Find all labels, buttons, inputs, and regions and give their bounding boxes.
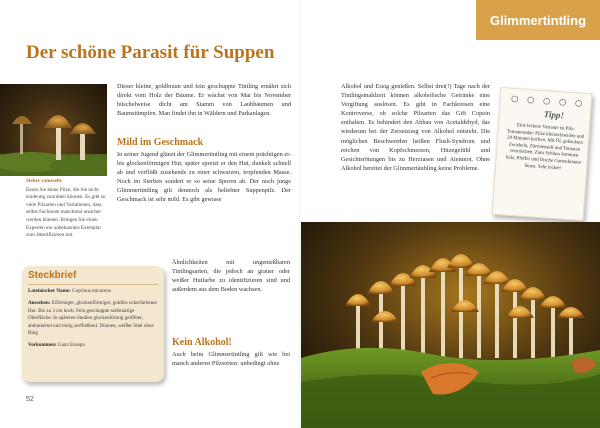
binder-holes-icon	[509, 95, 585, 108]
page-title: Der schöne Parasit für Suppen	[26, 42, 275, 63]
photo-caption	[26, 178, 106, 240]
steckbrief-body	[28, 288, 158, 355]
steckbrief-item	[28, 300, 158, 337]
steckbrief-divider	[28, 284, 158, 285]
intro-paragraph: Dieser kleine, goldbraun und fein geschuppte Tintling ernährt sich direkt vom Holz der Bäume. Er wächst von Mai bis November büschelweise dicht am Stamm von Laubbäumen und Baumstümpfen. Man findet ihn in Wäldern und Parkanlagen.	[117, 83, 291, 118]
mild-paragraph-continued: Ähnlichkeiten mit ungenießbaren Tintlingsarten, die jedoch an grauer oder weißer Hutfarbe zu identifizieren sind und außerdem aus dem Boden wachsen.	[172, 259, 290, 294]
mushroom-photo-small	[0, 84, 107, 176]
mushroom-photo-large	[301, 222, 600, 428]
subheading-no-alcohol: Kein Alkohol!	[172, 337, 232, 348]
right-column-paragraph: Alkohol und Essig genießen. Selbst drei(!) Tage nach der Tintlingsmahlzeit können alkoholische Getränke eine Vergiftung auslösen. Es gibt in Fachkreisen eine Kontroverse, ob solche Pilzarten das Gift Copein enthalten. Es behindert den Abbau von Acetaldehyd, das wiederum bei der Zersetzung von Alkohol entsteht. Die möglichen Beschwerden heißen Flush-Syndrom und reichen von Kopfschmerzen, Hitzegefühl und Gesichtsrötungen bis zu Herzrasen und Atemnot. Ohne Alkohol bereitet der Glimmertäubling keine Probleme.	[341, 83, 490, 172]
tip-card	[492, 87, 593, 221]
caption-text: Essen Sie keine Pilze, die Sie nicht eindeutig zuordnen können. Es gibt so viele Pilzarten und Variationen, dass selbst Fachleute manchmal unsicher werden können. Bringen Sie einen Experten ein unbekanntes Exemplar zum Identifizieren mit.	[26, 186, 106, 239]
mushroom-cluster-illustration	[301, 222, 600, 428]
page-number: 52	[26, 396, 34, 403]
section-tab-label: Glimmertintling	[489, 12, 587, 28]
steckbrief-item-value: Eiförmiger, glockenförmiger, goldbis ockerfarbener Hut. Bis zu 3 cm hoch. Fein geschuppte seifenartige Oberfläche. In späteren Stadien glockenförmig geöffnet, abdunkelnd und tintig zerfließend. Dünnen, weißer Stiel ohne Ring	[28, 300, 158, 337]
mushroom-illustration-small	[0, 84, 107, 176]
subheading-mild: Mild im Geschmack	[117, 137, 204, 148]
caption-heading: Sieber ramsselis	[26, 178, 62, 184]
steckbrief-item-value: Coprinus micaceus	[72, 288, 111, 294]
steckbrief-box	[22, 266, 164, 382]
steckbrief-item-label: Lateinischer Name:	[28, 288, 71, 294]
tip-text: Eine leckere Variante ist Pilz-Tomatensalat: Pilze kleinschneiden und 20 Minuten kochen. Mit Öl, gehackten Zwiebeln, Zitronensaft und Tomaten vermischen. Zum Schluss kommen Salz, Pfeffer und frische Gartenkräuter hinzu. Sehr lecker!	[505, 123, 585, 171]
tip-title: Tipp!	[543, 109, 565, 121]
steckbrief-item	[28, 288, 158, 295]
alcohol-paragraph: Auch beim Glimmertintling gilt wie bei manch anderen Pilzsorten: unbedingt ohne	[172, 351, 290, 368]
steckbrief-item-label: Aussehen:	[28, 300, 51, 307]
section-tab	[476, 0, 600, 40]
steckbrief-heading: Steckbrief	[28, 270, 77, 281]
steckbrief-item-value: Ganz Europa	[57, 342, 85, 349]
steckbrief-item-label: Vorkommen:	[28, 342, 57, 349]
steckbrief-item	[28, 342, 158, 349]
mild-paragraph: In seiner Jugend glänzt der Glimmertintling mit einem prächtigen ei- bis glockenförmigen Hut; später spreizt er den Hut, dunkelt schnell ab und verflüßt zusehends zu einer schwarzen, tropfenden Masse. Noch im Sterben sondert er so seine Sporen ab. Der noch junge Glimmertintling gilt dennoch als beliebter Suppenpilz. Der Geschmack ist sehr mild. Es gibt gewisse	[117, 151, 291, 204]
